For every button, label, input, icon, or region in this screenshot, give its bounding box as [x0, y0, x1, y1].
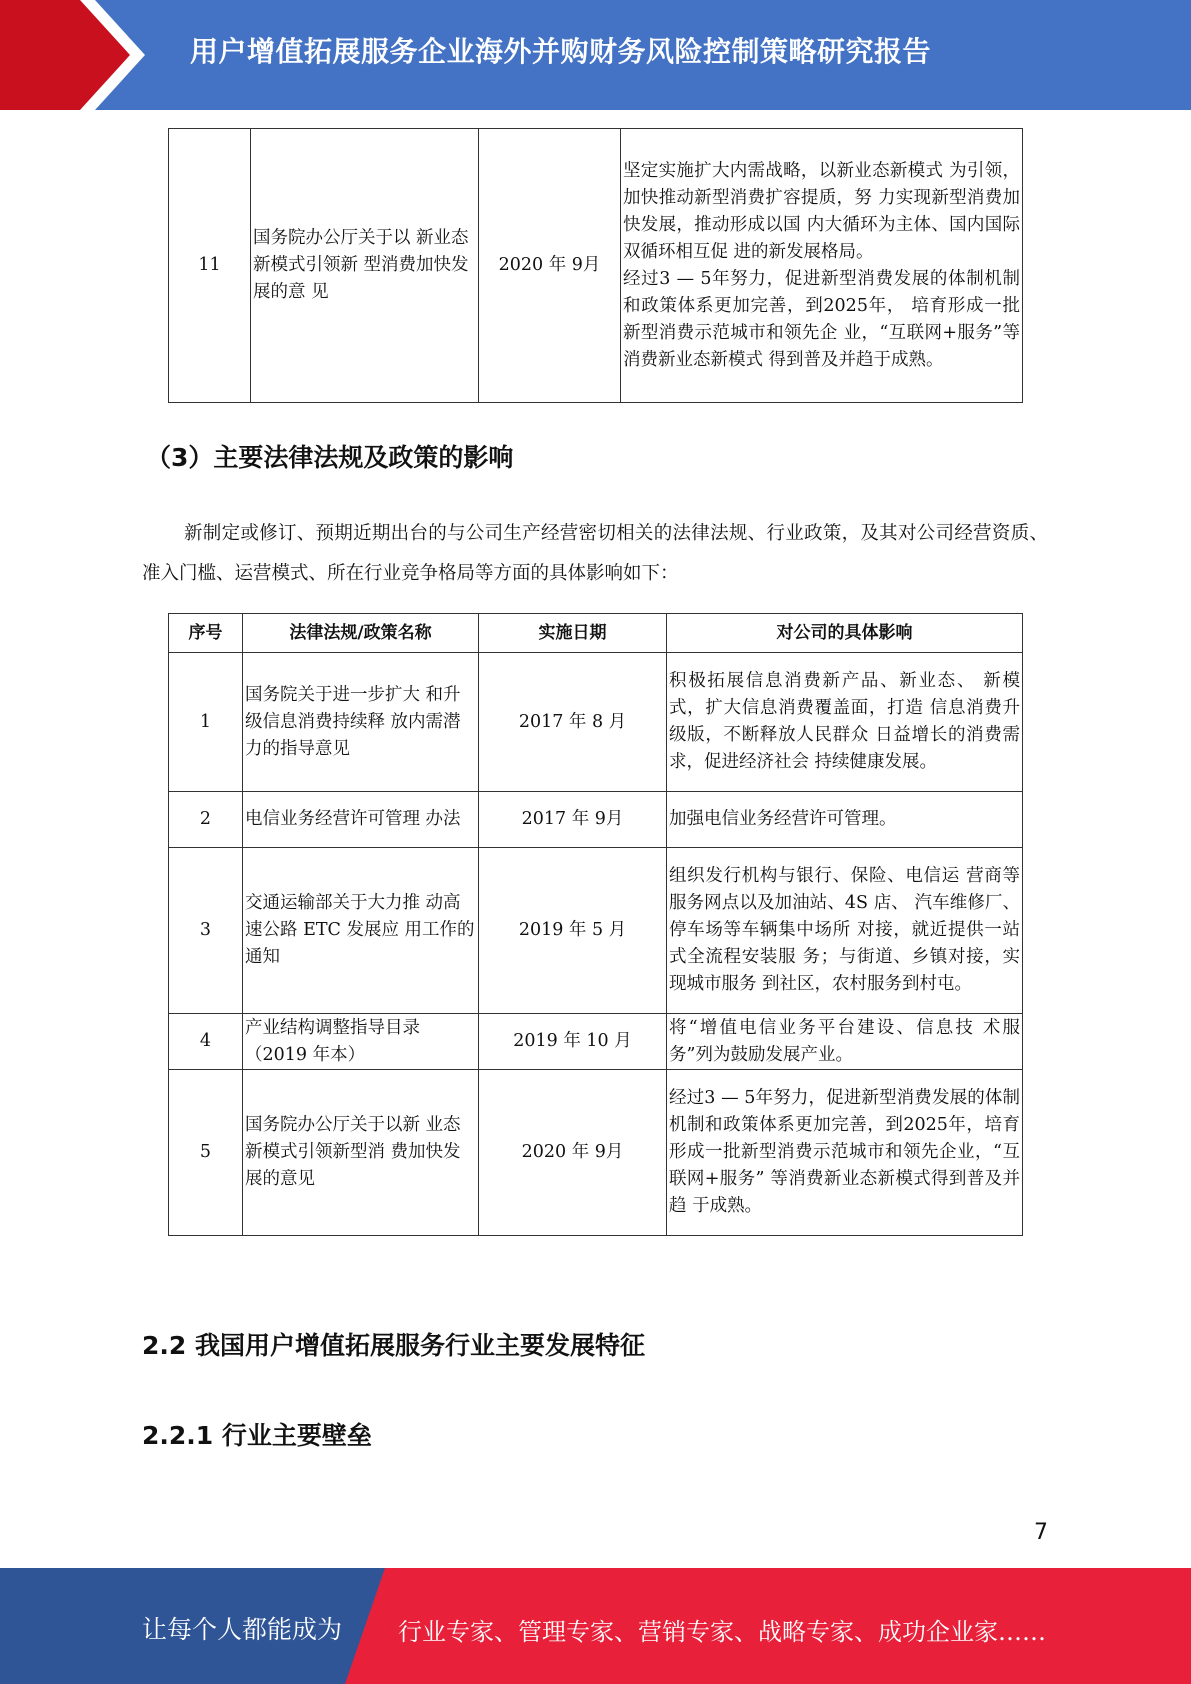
- intro-paragraph: 新制定或修订、预期近期出台的与公司生产经营密切相关的法律法规、行业政策，及其对公司经营资质、准入门槛、运营模式、所在行业竞争格局等方面的具体影响如下：: [142, 523, 1048, 584]
- policy-impact: 将“增值电信业务平台建设、信息技 术服务”列为鼓励发展产业。: [667, 1014, 1023, 1070]
- policy-name: 国务院办公厅关于以 新业态新模式引领新 型消费加快发展的意 见: [251, 129, 479, 403]
- policy-date: 2020 年 9月: [479, 1070, 667, 1236]
- policy-name: 国务院办公厅关于以新 业态新模式引领新型消 费加快发展的意见: [243, 1070, 479, 1236]
- row-number: 5: [169, 1070, 243, 1236]
- continued-policy-table: [168, 128, 1023, 403]
- table-header-row: [169, 614, 1023, 653]
- policy-date: 2019 年 5 月: [479, 848, 667, 1014]
- policy-date: 2020 年 9月: [479, 129, 621, 403]
- policy-name: 国务院关于进一步扩大 和升级信息消费持续释 放内需潜力的指导意见: [243, 653, 479, 792]
- section-heading-2-2-1: 2.2.1 行业主要壁垒: [142, 1421, 372, 1450]
- policy-impact: 加强电信业务经营许可管理。: [667, 792, 1023, 848]
- table-row: [169, 1014, 1023, 1070]
- policy-name: 交通运输部关于大力推 动高速公路 ETC 发展应 用工作的通知: [243, 848, 479, 1014]
- policy-impact-table: [168, 613, 1023, 1236]
- policy-impact: 积极拓展信息消费新产品、新业态、 新模式，扩大信息消费覆盖面，打造 信息消费升级版，不断释放人民群众 日益增长的消费需求，促进经济社会 持续健康发展。: [667, 653, 1023, 792]
- page-header: [0, 0, 1191, 110]
- row-number: 3: [169, 848, 243, 1014]
- section-heading: （3）主要法律法规及政策的影响: [146, 443, 514, 472]
- column-header: 对公司的具体影响: [667, 614, 1023, 653]
- page-footer: [0, 1568, 1191, 1684]
- page-number: 7: [1034, 1520, 1048, 1545]
- table-row: [169, 129, 1023, 403]
- policy-date: 2017 年 8 月: [479, 653, 667, 792]
- footer-slogan-right: 行业专家、管理专家、营销专家、战略专家、成功企业家……: [398, 1618, 1046, 1646]
- footer-slogan-left: 让每个人都能成为: [142, 1615, 343, 1644]
- row-number: 2: [169, 792, 243, 848]
- header-title: 用户增值拓展服务企业海外并购财务风险控制策略研究报告: [190, 35, 932, 68]
- section-heading-2-2: 2.2 我国用户增值拓展服务行业主要发展特征: [142, 1331, 645, 1360]
- policy-impact: 经过3 — 5年努力，促进新型消费发展的体制机制和政策体系更加完善，到2025年，培育形成一批新型消费示范城市和领先企业，“互联网+服务” 等消费新业态新模式得到普及并趋 于成熟。: [667, 1070, 1023, 1236]
- table-row: [169, 792, 1023, 848]
- row-number: 1: [169, 653, 243, 792]
- policy-name: 电信业务经营许可管理 办法: [243, 792, 479, 848]
- policy-impact: 坚定实施扩大内需战略，以新业态新模式 为引领，加快推动新型消费扩容提质，努 力实现新型消费加快发展，推动形成以国 内大循环为主体、国内国际双循环相互促 进的新发展格局。 经过3 — 5年努力，促进新型消费发展的体制机制和政策体系更加完善，到2025年， 培育形成一批新型消费示范城市和领先企 业，“互联网+服务”等消费新业态新模式 得到普及并趋于成熟。: [621, 129, 1023, 403]
- column-header: 法律法规/政策名称: [243, 614, 479, 653]
- table-row: [169, 653, 1023, 792]
- table-row: [169, 1070, 1023, 1236]
- column-header: 序号: [169, 614, 243, 653]
- policy-impact: 组织发行机构与银行、保险、电信运 营商等服务网点以及加油站、4S 店、 汽车维修厂、停车场等车辆集中场所 对接，就近提供一站式全流程安装服 务；与街道、乡镇对接，实现城市服务 到社区，农村服务到村屯。: [667, 848, 1023, 1014]
- policy-name: 产业结构调整指导目录（2019 年本）: [243, 1014, 479, 1070]
- header-arrow-decoration: [0, 0, 160, 110]
- policy-date: 2019 年 10 月: [479, 1014, 667, 1070]
- column-header: 实施日期: [479, 614, 667, 653]
- table-row: [169, 848, 1023, 1014]
- policy-date: 2017 年 9月: [479, 792, 667, 848]
- row-number: 11: [169, 129, 251, 403]
- row-number: 4: [169, 1014, 243, 1070]
